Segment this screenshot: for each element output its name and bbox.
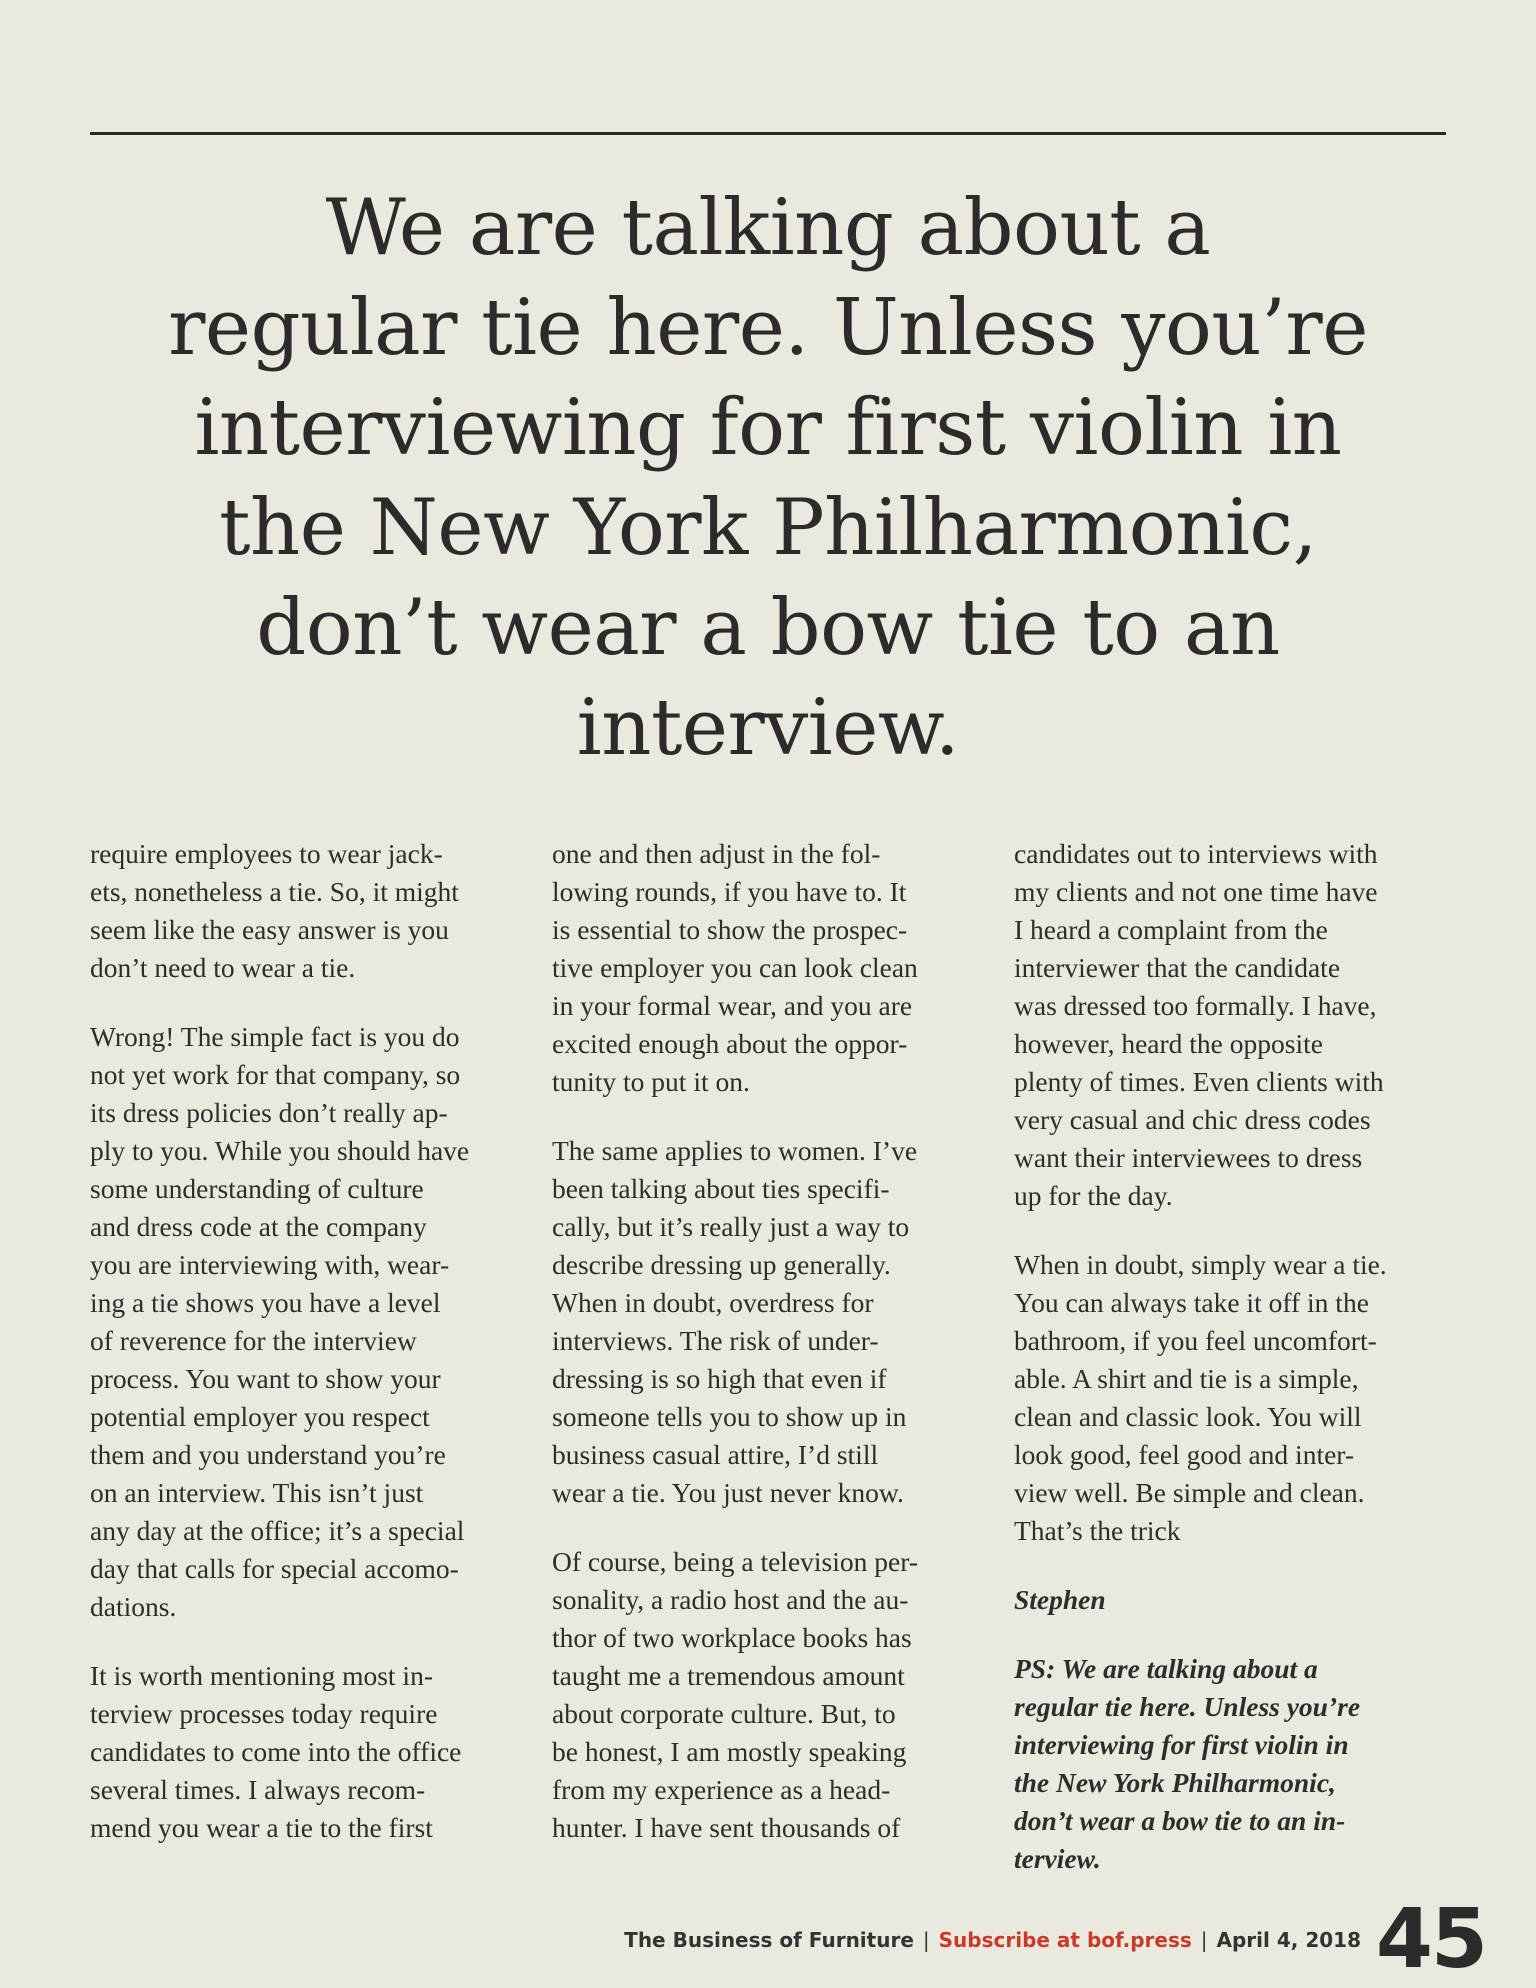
pull-quote-line: We are talking about a	[325, 183, 1211, 273]
paragraph	[1014, 1246, 1454, 1550]
text-line: excited enough about the oppor-	[552, 1028, 908, 1059]
text-line: hunter. I have sent thousands of	[552, 1812, 901, 1843]
text-line: ing a tie shows you have a level	[90, 1287, 441, 1318]
text-line: regular tie here. Unless you’re	[1014, 1691, 1361, 1722]
text-line: The same applies to women. I’ve	[552, 1135, 918, 1166]
text-line: bathroom, if you feel uncomfort-	[1014, 1325, 1377, 1356]
page-footer	[624, 1920, 1361, 1960]
paragraph	[1014, 835, 1454, 1215]
text-line: tunity to put it on.	[552, 1066, 750, 1097]
text-line: describe dressing up generally.	[552, 1249, 891, 1280]
text-line: Of course, being a television per-	[552, 1546, 918, 1577]
paragraph	[90, 1018, 530, 1626]
pull-quote-line: the New York Philharmonic,	[219, 483, 1317, 573]
text-line: interviews. The risk of under-	[552, 1325, 879, 1356]
article-column-3	[1014, 835, 1454, 1878]
text-line: was dressed too formally. I have,	[1014, 990, 1377, 1021]
text-line: and dress code at the company	[90, 1211, 427, 1242]
text-line: It is worth mentioning most in-	[90, 1660, 433, 1691]
text-line: When in doubt, overdress for	[552, 1287, 874, 1318]
text-line: however, heard the opposite	[1014, 1028, 1323, 1059]
text-line: of reverence for the interview	[90, 1325, 417, 1356]
text-line: seem like the easy answer is you	[90, 914, 449, 945]
text-line: any day at the office; it’s a special	[90, 1515, 465, 1546]
footer-separator: |	[922, 1928, 930, 1952]
text-line: You can always take it off in the	[1014, 1287, 1369, 1318]
top-rule	[90, 132, 1446, 135]
text-line: some understanding of culture	[90, 1173, 424, 1204]
text-line: able. A shirt and tie is a simple,	[1014, 1363, 1359, 1394]
pull-quote-line: interviewing for first violin in	[194, 383, 1342, 473]
text-line: Wrong! The simple fact is you do	[90, 1021, 460, 1052]
text-line: is essential to show the prospec-	[552, 914, 908, 945]
paragraph	[552, 1543, 992, 1847]
text-line: look good, feel good and inter-	[1014, 1439, 1355, 1470]
text-line: I heard a complaint from the	[1014, 914, 1328, 945]
text-line: my clients and not one time have	[1014, 876, 1378, 907]
text-line: someone tells you to show up in	[552, 1401, 907, 1432]
paragraph	[552, 835, 992, 1101]
text-line: dressing is so high that even if	[552, 1363, 887, 1394]
text-line: ets, nonetheless a tie. So, it might	[90, 876, 459, 907]
paragraph	[552, 1132, 992, 1512]
text-line: dations.	[90, 1591, 177, 1622]
text-line: about corporate culture. But, to	[552, 1698, 896, 1729]
postscript	[1014, 1650, 1454, 1878]
paragraph	[90, 835, 530, 987]
text-line: process. You want to show your	[90, 1363, 441, 1394]
text-line: the New York Philharmonic,	[1014, 1767, 1336, 1798]
text-line: require employees to wear jack-	[90, 838, 443, 869]
text-line: don’t need to wear a tie.	[90, 952, 356, 983]
text-line: interviewer that the candidate	[1014, 952, 1341, 983]
text-line: candidates to come into the office	[90, 1736, 462, 1767]
text-line: very casual and chic dress codes	[1014, 1104, 1371, 1135]
text-line: cally, but it’s really just a way to	[552, 1211, 910, 1242]
text-line: up for the day.	[1014, 1180, 1173, 1211]
text-line: be honest, I am mostly speaking	[552, 1736, 907, 1767]
pull-quote-line: regular tie here. Unless you’re	[168, 283, 1368, 373]
issue-date: April 4, 2018	[1216, 1928, 1361, 1952]
text-line: mend you wear a tie to the first	[90, 1812, 433, 1843]
page-number: 45	[1375, 1892, 1486, 1987]
text-line: taught me a tremendous amount	[552, 1660, 905, 1691]
footer-separator: |	[1200, 1928, 1208, 1952]
text-line: candidates out to interviews with	[1014, 838, 1378, 869]
text-line: been talking about ties specifi-	[552, 1173, 890, 1204]
text-line: business casual attire, I’d still	[552, 1439, 879, 1470]
text-line: terview processes today require	[90, 1698, 438, 1729]
text-line: on an interview. This isn’t just	[90, 1477, 424, 1508]
text-line: tive employer you can look clean	[552, 952, 918, 983]
text-line: its dress policies don’t really ap-	[90, 1097, 448, 1128]
text-line: ply to you. While you should have	[90, 1135, 470, 1166]
text-line: PS: We are talking about a	[1014, 1653, 1318, 1684]
text-line: not yet work for that company, so	[90, 1059, 461, 1090]
text-line: That’s the trick	[1014, 1515, 1181, 1546]
text-line: view well. Be simple and clean.	[1014, 1477, 1365, 1508]
subscribe-link[interactable]: Subscribe at bof.press	[938, 1928, 1192, 1952]
text-line: When in doubt, simply wear a tie.	[1014, 1249, 1387, 1280]
text-line: day that calls for special accomo-	[90, 1553, 459, 1584]
article-column-1	[90, 835, 530, 1847]
text-line: don’t wear a bow tie to an in-	[1014, 1805, 1346, 1836]
text-line: want their interviewees to dress	[1014, 1142, 1363, 1173]
pull-quote	[110, 178, 1426, 778]
text-line: in your formal wear, and you are	[552, 990, 913, 1021]
text-line: clean and classic look. You will	[1014, 1401, 1362, 1432]
pull-quote-line: don’t wear a bow tie to an	[256, 583, 1280, 673]
text-line: them and you understand you’re	[90, 1439, 446, 1470]
text-line: plenty of times. Even clients with	[1014, 1066, 1384, 1097]
article-column-2	[552, 835, 992, 1847]
text-line: several times. I always recom-	[90, 1774, 426, 1805]
pull-quote-line: interview.	[576, 683, 960, 773]
text-line: potential employer you respect	[90, 1401, 430, 1432]
text-line: wear a tie. You just never know.	[552, 1477, 904, 1508]
text-line: one and then adjust in the fol-	[552, 838, 881, 869]
text-line: you are interviewing with, wear-	[90, 1249, 450, 1280]
paragraph	[90, 1657, 530, 1847]
text-line: interviewing for first violin in	[1014, 1729, 1349, 1760]
text-line: thor of two workplace books has	[552, 1622, 912, 1653]
publication-name: The Business of Furniture	[624, 1928, 914, 1952]
text-line: from my experience as a head-	[552, 1774, 891, 1805]
text-line: terview.	[1014, 1843, 1101, 1874]
text-line: sonality, a radio host and the au-	[552, 1584, 909, 1615]
text-line: lowing rounds, if you have to. It	[552, 876, 907, 907]
author-signature: Stephen	[1014, 1584, 1106, 1615]
